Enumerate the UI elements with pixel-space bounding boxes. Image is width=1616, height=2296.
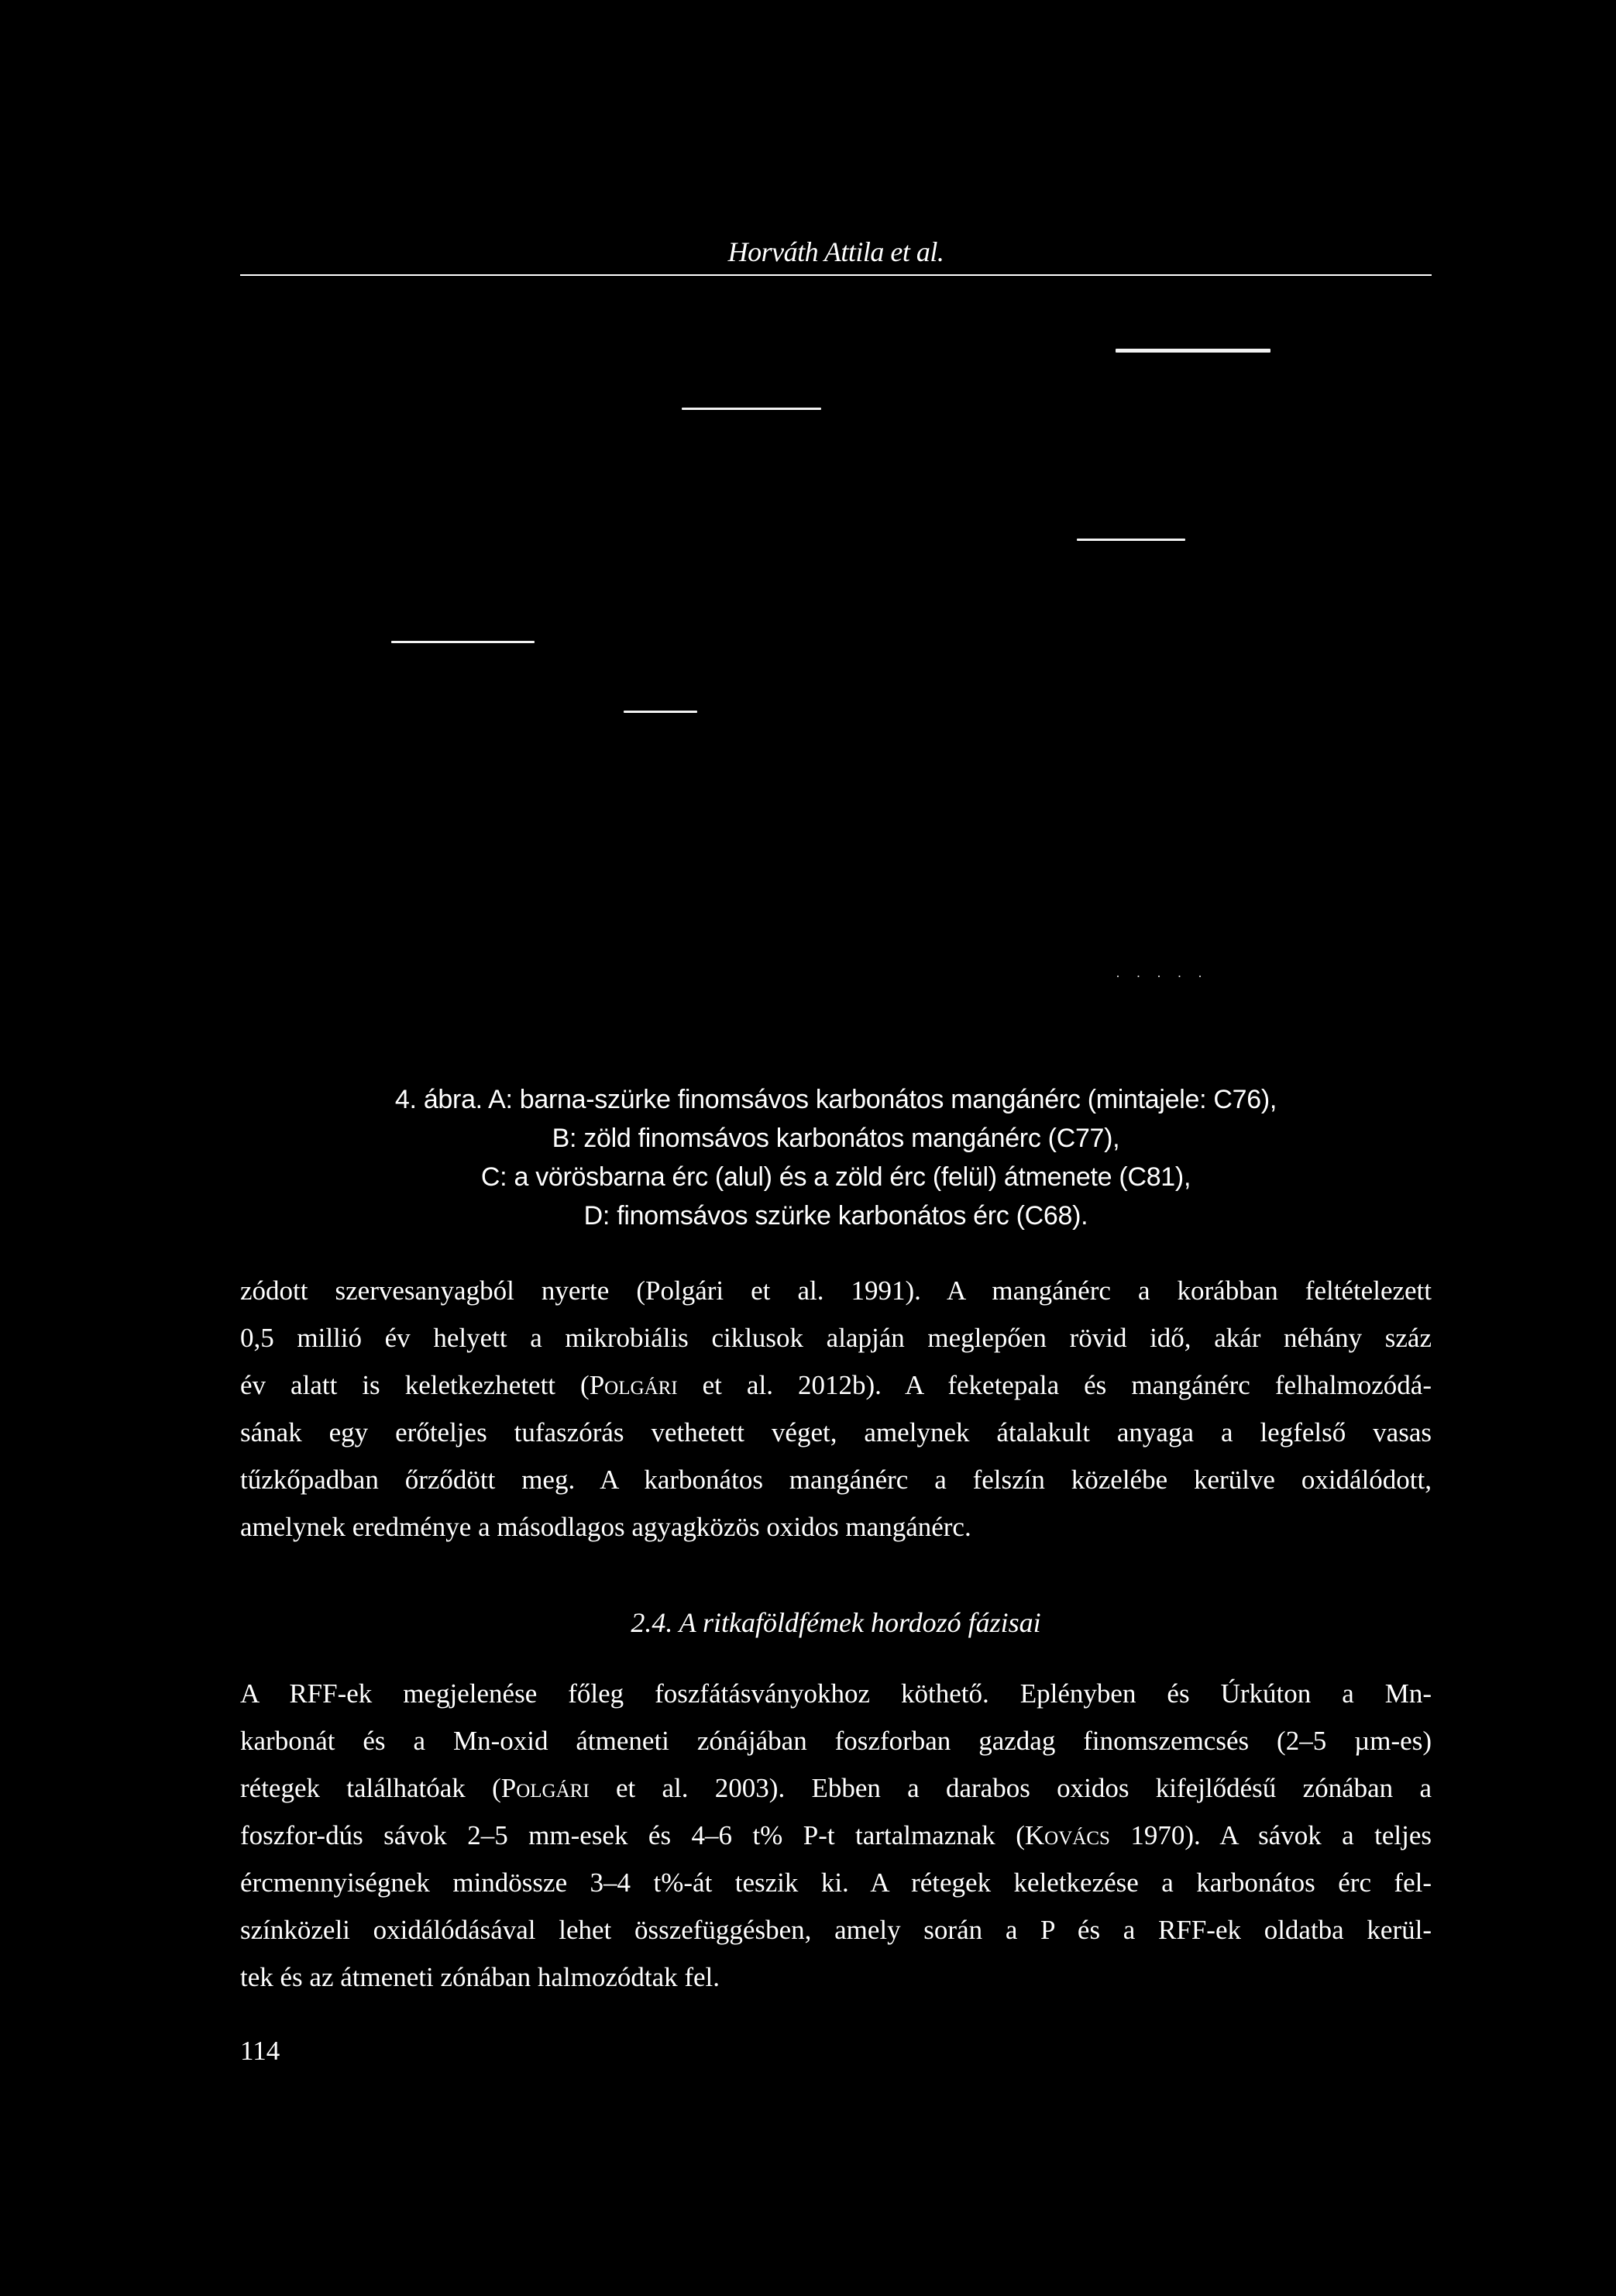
paragraph-line: A RFF-ek megjelenése főleg foszfátásványokhoz köthető. Eplényben és Úrkúton a Mn- [240, 1678, 1432, 1709]
paragraph-line: ércmennyiségnek mindössze 3–4 t%-át teszik ki. A rétegek keletkezése a karbonátos érc fel- [240, 1867, 1432, 1898]
running-header: Horváth Attila et al. [727, 236, 944, 267]
paragraph-line: amelynek eredménye a másodlagos agyagközös oxidos mangánérc. [240, 1512, 971, 1542]
paragraph-line [240, 1764, 1432, 1812]
author-name: Polgári [500, 1773, 590, 1803]
paragraph-line: tűzkőpadban őrződött meg. A karbonátos mangánérc a felszín közelébe kerülve oxidálódott, [240, 1465, 1432, 1495]
paragraph-line: 0,5 millió év helyett a mikrobiális ciklusok alapján meglepően rövid idő, akár néhány száz [240, 1323, 1432, 1353]
text-run: év alatt is keletkezhetett ( [240, 1370, 590, 1400]
paragraph-line: sának egy erőteljes tufaszórás vethetett véget, amelynek átalakult anyaga a legfelső vasas [240, 1417, 1432, 1447]
photo-fragment-top-right [1116, 349, 1270, 353]
photo-fragment-center-left [624, 711, 697, 713]
paragraph-line: karbonát és a Mn-oxid átmeneti zónájában foszforban gazdag finomszemcsés (2–5 µm-es) [240, 1726, 1432, 1756]
author-name: Kovács [1024, 1820, 1110, 1850]
figure-caption [240, 1080, 1432, 1235]
figure-4-photo-panel [240, 294, 1432, 1038]
paragraph-line [240, 1361, 1432, 1409]
header-rule [240, 274, 1432, 276]
photo-fragment-upper-left [682, 408, 821, 410]
photo-fragment-mid-right [1077, 539, 1185, 541]
author-name: Polgári [589, 1370, 678, 1400]
text-run: foszfor-dús sávok 2–5 mm-esek és 4–6 t% P-t tartalmaznak ( [240, 1820, 1025, 1850]
text-run: 1970). A sávok a teljes [1109, 1820, 1432, 1850]
paragraph-line: zódott szervesanyagból nyerte (Polgári et al. 1991). A mangánérc a korábban feltételezett [240, 1275, 1432, 1306]
photo-fragment-left [391, 641, 535, 643]
body-paragraph-2 [240, 1670, 1432, 2001]
text-run: et al. 2003). Ebben a darabos oxidos kifejlődésű zónában a [589, 1773, 1432, 1803]
text-run: et al. 2012b). A feketepala és mangánérc felhalmozódá- [677, 1370, 1432, 1400]
caption-line: B: zöld finomsávos karbonátos mangánérc (C77), [552, 1124, 1120, 1153]
caption-line: 4. ábra. A: barna-szürke finomsávos karbonátos mangánérc (mintajele: C76), [394, 1085, 1277, 1114]
paragraph-line: színközeli oxidálódásával lehet összefüggésben, amely során a P és a RFF-ek oldatba kerül- [240, 1915, 1432, 1945]
body-paragraph-1 [240, 1267, 1432, 1551]
page-number: 114 [240, 2036, 280, 2066]
paragraph-line [240, 1812, 1432, 1859]
photo-specks: · · · · · [1116, 969, 1209, 984]
text-run: rétegek találhatóak ( [240, 1773, 501, 1803]
paragraph-line: tek és az átmeneti zónában halmozódtak fel. [240, 1962, 720, 1992]
caption-line: D: finomsávos szürke karbonátos érc (C68). [583, 1201, 1088, 1231]
caption-line: C: a vörösbarna érc (alul) és a zöld érc (felül) átmenete (C81), [480, 1162, 1191, 1192]
section-heading: 2.4. A ritkaföldfémek hordozó fázisai [631, 1607, 1041, 1638]
